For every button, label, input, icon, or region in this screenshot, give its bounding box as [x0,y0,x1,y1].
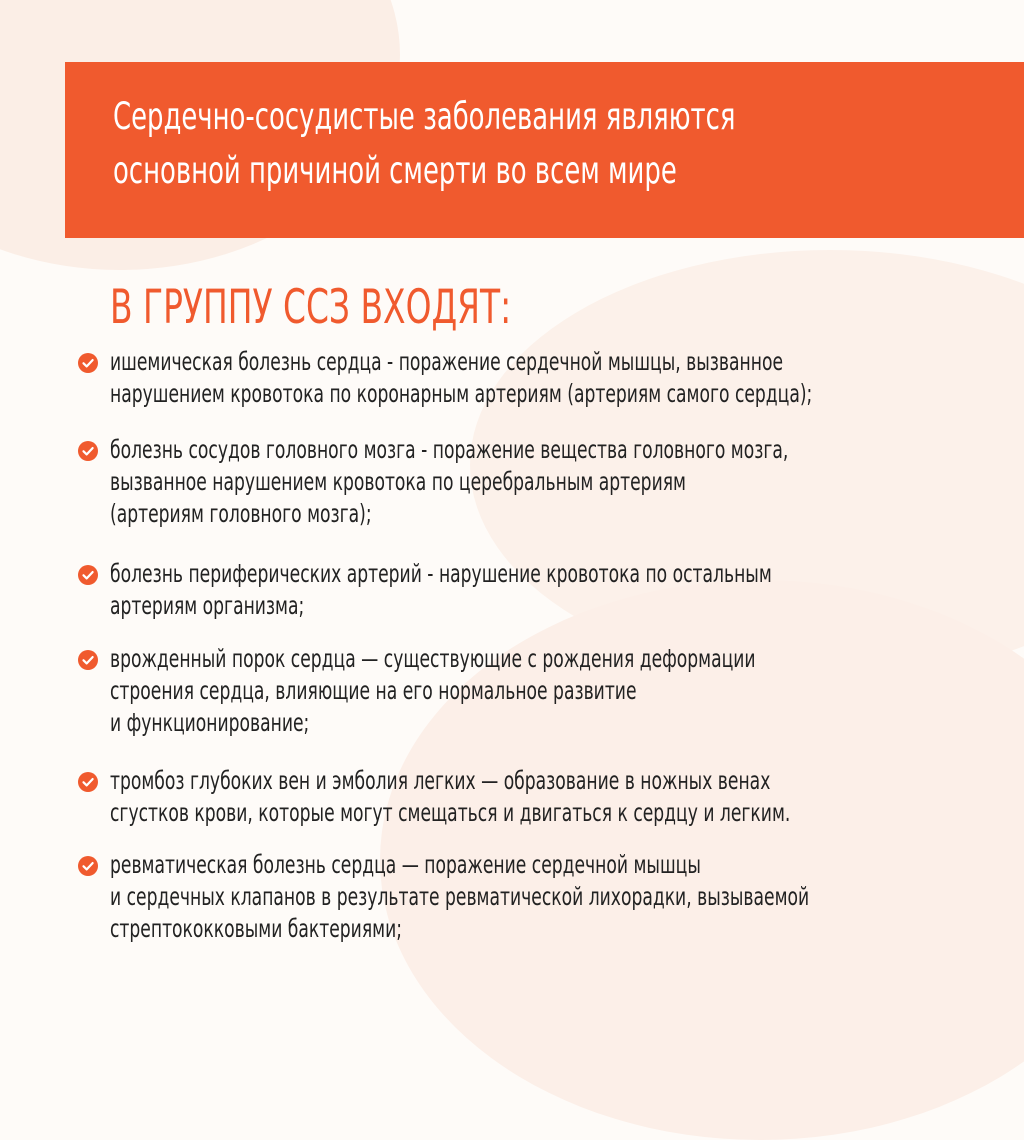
list-item-text: болезнь периферических артерий - нарушение кровотока по остальным артериям организма; [110,559,772,620]
banner-title: Сердечно-сосудистые заболевания являются основной причиной смерти во всем мире [113,95,736,192]
list-item-text: врожденный порок сердца — существующие с рождения деформации строения сердца, влияющие на его нормальное развитие и функционирование; [110,644,756,737]
check-circle-icon [78,772,98,792]
check-circle-icon [78,856,98,876]
list-item-text: тромбоз глубоких вен и эмболия легких — образование в ножных венах сгустков крови, которые могут смещаться и двигаться к сердцу и легким. [110,766,791,827]
check-circle-icon [78,650,98,670]
section-heading: В ГРУППУ ССЗ ВХОДЯТ: [110,280,512,335]
list-item-text: ревматическая болезнь сердца — поражение сердечной мышцы и сердечных клапанов в результате ревматической лихорадки, вызываемой стрептококковыми бактериями; [110,850,810,943]
check-circle-icon [78,565,98,585]
check-circle-icon [78,353,98,373]
title-banner [65,62,1024,238]
check-circle-icon [78,441,98,461]
list-item-text: ишемическая болезнь сердца - поражение сердечной мышцы, вызванное нарушением кровотока по коронарным артериям (артериям самого сердца); [110,347,813,408]
list-item-text: болезнь сосудов головного мозга - поражение вещества головного мозга, вызванное нарушением кровотока по церебральным артериям (артериям головного мозга); [110,435,789,528]
